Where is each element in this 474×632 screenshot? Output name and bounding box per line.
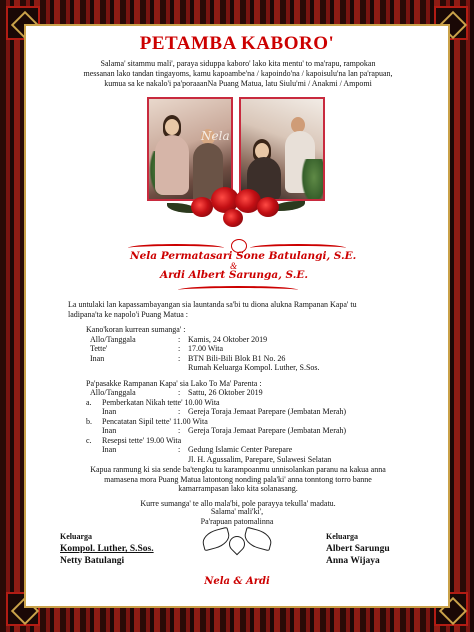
- detail-label: Inan: [102, 426, 117, 435]
- detail-label: Tette': [90, 344, 108, 353]
- detail-sep: :: [178, 344, 181, 353]
- groom-name: Ardi Albert Sarunga, S.E.: [160, 269, 309, 281]
- item-letter: c.: [86, 435, 92, 445]
- family-left: [60, 531, 154, 567]
- detail-sep: :: [178, 334, 181, 344]
- family-heading: Keluarga: [326, 532, 358, 541]
- closing-wish: Kurre sumanga' te allo mala'bi, pole parayya tekulla' madatu.: [140, 498, 336, 508]
- detail-value: BTN Bili-Bili Blok B1 No. 26: [188, 353, 286, 363]
- detail-sep: :: [178, 388, 181, 397]
- photo-caption: Nela: [201, 129, 230, 143]
- family-name: Anna Wijaya: [326, 556, 380, 566]
- detail-label: Inan: [102, 407, 117, 416]
- ampersand: &: [230, 261, 238, 271]
- detail-label: Allo/Tanggala: [90, 334, 136, 344]
- detail-sep: :: [178, 407, 181, 416]
- detail-sep: :: [178, 445, 181, 454]
- family-heading: Keluarga: [60, 532, 92, 541]
- item-title: Pemberkatan Nikah tette' 10.00 Wita: [102, 397, 220, 407]
- rose-icon: [223, 209, 243, 227]
- couple-signature: Nela & Ardi: [204, 576, 270, 587]
- item-title: Pencatatan Sipil tette' 11.00 Wita: [102, 416, 208, 426]
- item-letter: b.: [86, 416, 92, 426]
- closing-paragraph: [68, 465, 408, 508]
- item-letter: a.: [86, 397, 92, 407]
- invitation-title: PETAMBA KABORO': [139, 33, 335, 54]
- rose-icon: [191, 197, 213, 217]
- dove-icon: [200, 527, 232, 552]
- detail-sep: :: [178, 353, 181, 363]
- opening-line: La untulaki lan kapassambayangan sia launtanda sa'bi tu diona alukna Rampanan Kapa' tu: [68, 300, 357, 309]
- detail-label: Inan: [90, 353, 105, 363]
- bride-head: [165, 119, 179, 135]
- dove-icon: [242, 527, 274, 552]
- detail-value: Gereja Toraja Jemaat Parepare (Jembatan Merah): [188, 426, 347, 435]
- detail-value: Rumah Keluarga Kompol. Luther, S.Sos.: [188, 363, 320, 372]
- couple-names-banner: [118, 236, 358, 292]
- family-name: Kompol. Luther, S.Sos.: [60, 544, 154, 554]
- detail-value: Gereja Toraja Jemaat Parepare (Jembatan Merah): [188, 407, 347, 416]
- closing-line: mamasena mora Puang Matua latontong nonding pala'ki' anna tonntong torro banne: [104, 474, 372, 484]
- bride-name: Nela Permatasari Sone Batulangi, S.E.: [130, 250, 357, 262]
- intro-paragraph: [72, 59, 404, 89]
- event-details: [68, 300, 408, 464]
- detail-value: Jl. H. Agussalim, Parepare, Sulawesi Selatan: [188, 454, 332, 464]
- rose-icon: [257, 197, 279, 217]
- signature-from: Pa'rapuan patomalinna: [200, 516, 274, 526]
- pasakke-title: Pa'pasakke Rampanan Kapa' sia Lako To Ma' Parenta :: [86, 378, 262, 388]
- detail-value: Sattu, 26 Oktober 2019: [188, 388, 263, 397]
- family-right: [326, 531, 390, 567]
- detail-label: Inan: [102, 445, 117, 454]
- opening-line: ladipana'ta ke napolo'i Puang Matua :: [68, 309, 188, 319]
- dove-ornament: [198, 524, 276, 574]
- signature-greeting: Salama' mali'ki',: [210, 507, 264, 516]
- detail-sep: :: [178, 426, 181, 435]
- detail-value: Gedung Islamic Center Parepare: [188, 445, 293, 454]
- detail-label: Allo/Tanggala: [90, 388, 136, 397]
- detail-value: Kamis, 24 Oktober 2019: [188, 334, 268, 344]
- kano-title: Kano'koran kurrean sumanga' :: [86, 325, 186, 334]
- intro-line: Salama' sitammu mali', paraya siduppa kaboro' lako kita mentu' to ma'rapu, rampokan: [100, 59, 376, 68]
- closing-line: kamarrampasan lako kita solanasang.: [178, 484, 298, 493]
- rose-decoration: [147, 185, 327, 231]
- detail-value: 17.00 Wita: [188, 344, 224, 353]
- intro-line: kumua sa ke nakalo'i pa'poraaanNa Puang Matua, latu Siulu'mi / Anakmi / Ampomi: [104, 79, 372, 88]
- intro-line: messanan lako tandan tingayoms, kamu kapoambe'na / kapoindo'na / kapoisulu'na lan pa'rapuan,: [83, 69, 393, 78]
- closing-line: Kapua ranmung ki sia sende ba'tengku tu karampoanmu unnisolankan paranu na kakua anna: [90, 465, 386, 474]
- swirl-ornament: [178, 286, 298, 294]
- family-name: Albert Sarungu: [326, 544, 390, 554]
- item-title: Resepsi tette' 19.00 Wita: [102, 435, 182, 445]
- family-name: Netty Batulangi: [60, 556, 125, 566]
